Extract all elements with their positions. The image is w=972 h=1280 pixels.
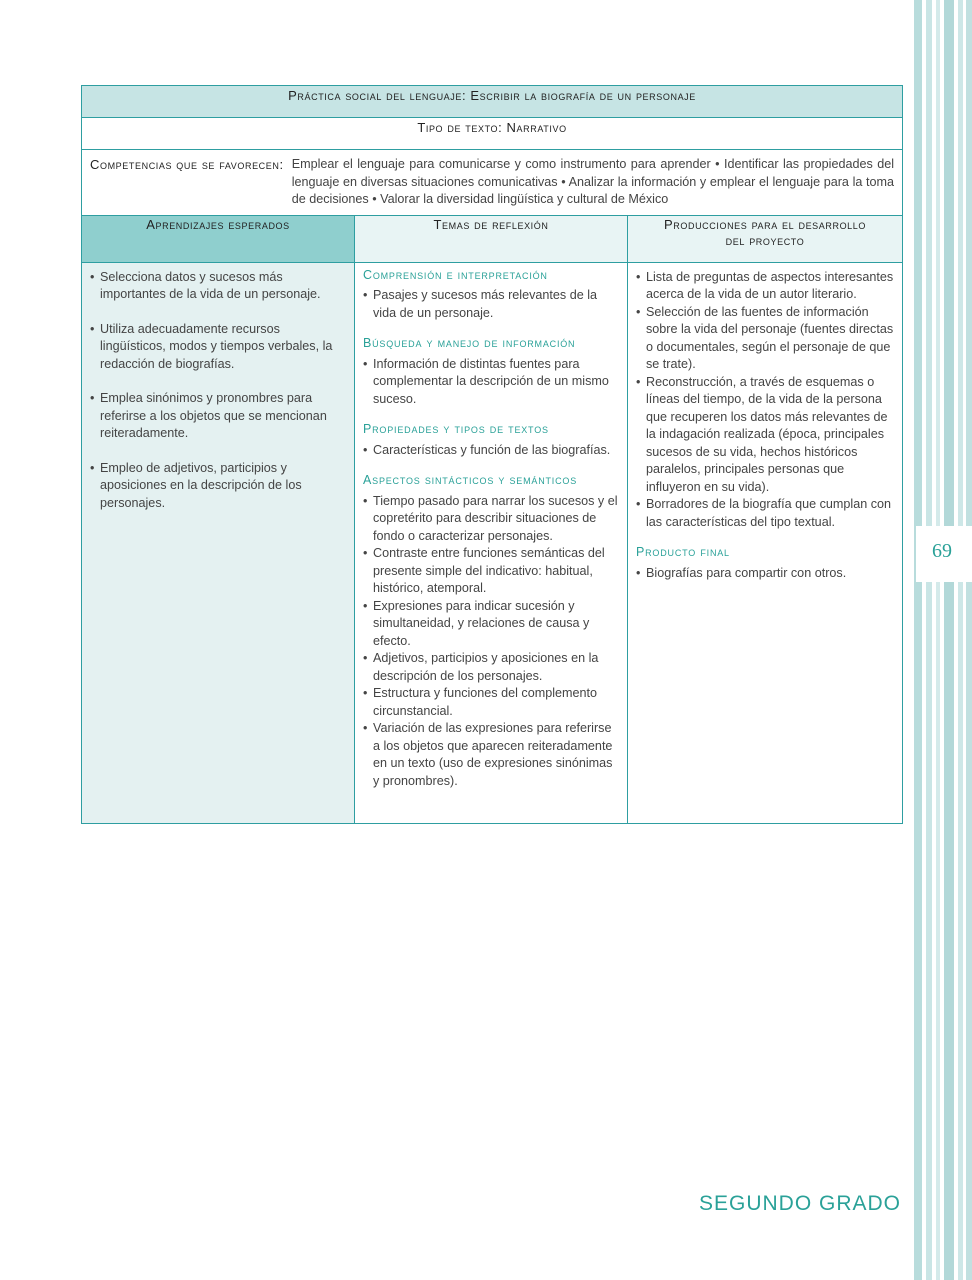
column-header-productions-line1: Producciones para el desarrollo: [664, 216, 866, 232]
list-item: • Expresiones para indicar sucesión y simultaneidad, y relaciones de causa y efecto.: [363, 598, 621, 651]
topics-list: [363, 287, 621, 322]
grade-label: SEGUNDO GRADO: [698, 1192, 901, 1215]
list-item: • Empleo de adjetivos, participios y aposiciones en la descripción de los personajes.: [90, 460, 344, 513]
productions-column: [628, 262, 903, 823]
topics-list: [363, 493, 621, 791]
list-item: • Selecciona datos y sucesos más importantes de la vida de un personaje.: [90, 269, 344, 304]
list-item: • Pasajes y sucesos más relevantes de la vida de un personaje.: [363, 287, 621, 322]
list-item: • Contraste entre funciones semánticas del presente simple del indicativo: habitual, histórico, atemporal.: [363, 545, 621, 598]
column-header-productions: [628, 215, 903, 262]
section-heading: Búsqueda y manejo de información: [363, 336, 576, 350]
list-item: • Tiempo pasado para narrar los sucesos y el copretérito para describir situaciones de fondo o caracterizar personajes.: [363, 493, 621, 546]
list-item: • Características y función de las biografías.: [363, 442, 621, 460]
list-item: • Información de distintas fuentes para complementar la descripción de un mismo suceso.: [363, 356, 621, 409]
list-item: • Emplea sinónimos y pronombres para referirse a los objetos que se mencionan reiteradamente.: [90, 390, 344, 443]
learning-column: [82, 262, 355, 823]
section-heading: Propiedades y tipos de textos: [363, 422, 549, 436]
list-item: • Biografías para compartir con otros.: [636, 565, 896, 583]
list-item: • Utiliza adecuadamente recursos lingüísticos, modos y tiempos verbales, la redacción de biografías.: [90, 321, 344, 374]
decorative-stripes: [912, 0, 972, 1280]
list-item: • Borradores de la biografía que cumplan con las características del tipo textual.: [636, 496, 896, 531]
list-item: • Selección de las fuentes de información sobre la vida del personaje (fuentes directas o documentales, según el personaje de que se trate).: [636, 304, 896, 374]
competencies-row: [82, 150, 903, 216]
section-heading: Comprensión e interpretación: [363, 267, 548, 282]
page-number: 69: [932, 540, 952, 562]
section-heading: Aspectos sintácticos y semánticos: [363, 473, 578, 487]
list-item: • Adjetivos, participios y aposiciones en la descripción de los personajes.: [363, 650, 621, 685]
list-item: • Estructura y funciones del complemento circunstancial.: [363, 685, 621, 720]
topics-column: [355, 262, 628, 823]
table-title: Práctica social del lenguaje: Escribir la biografía de un personaje: [82, 86, 903, 118]
topics-list: [363, 442, 621, 460]
curriculum-table: [81, 85, 903, 824]
competencies-label: Competencias que se favorecen:: [90, 157, 284, 172]
text-type: Tipo de texto: Narrativo: [82, 118, 903, 150]
productions-list: [636, 269, 896, 532]
competencies-text: Emplear el lenguaje para comunicarse y como instrumento para aprender • Identificar las propiedades del lenguaje en diversas situaciones comunicativas • Analizar la información y emplear el lenguaje para la toma de decisiones • Valorar la diversidad lingüística y cultural de México: [291, 157, 895, 206]
final-product-list: [636, 565, 896, 583]
section-heading: Producto final: [636, 545, 730, 559]
list-item: • Variación de las expresiones para referirse a los objetos que aparecen reiteradamente en un texto (uso de expresiones sinónimas y pronombres).: [363, 720, 621, 790]
list-item: • Lista de preguntas de aspectos interesantes acerca de la vida de un autor literario.: [636, 269, 896, 304]
column-header-productions-line2: del proyecto: [725, 232, 805, 248]
learning-list: [90, 269, 344, 513]
column-header-topics: Temas de reflexión: [355, 215, 628, 262]
topics-list: [363, 356, 621, 409]
column-header-learning: Aprendizajes esperados: [82, 215, 355, 262]
list-item: • Reconstrucción, a través de esquemas o líneas del tiempo, de la vida de la persona que recuperen los datos más relevantes de la indagación realizada (época, principales sucesos de su vida, hechos históricos paralelos, principales personas que influyeron en su vida).: [636, 374, 896, 497]
